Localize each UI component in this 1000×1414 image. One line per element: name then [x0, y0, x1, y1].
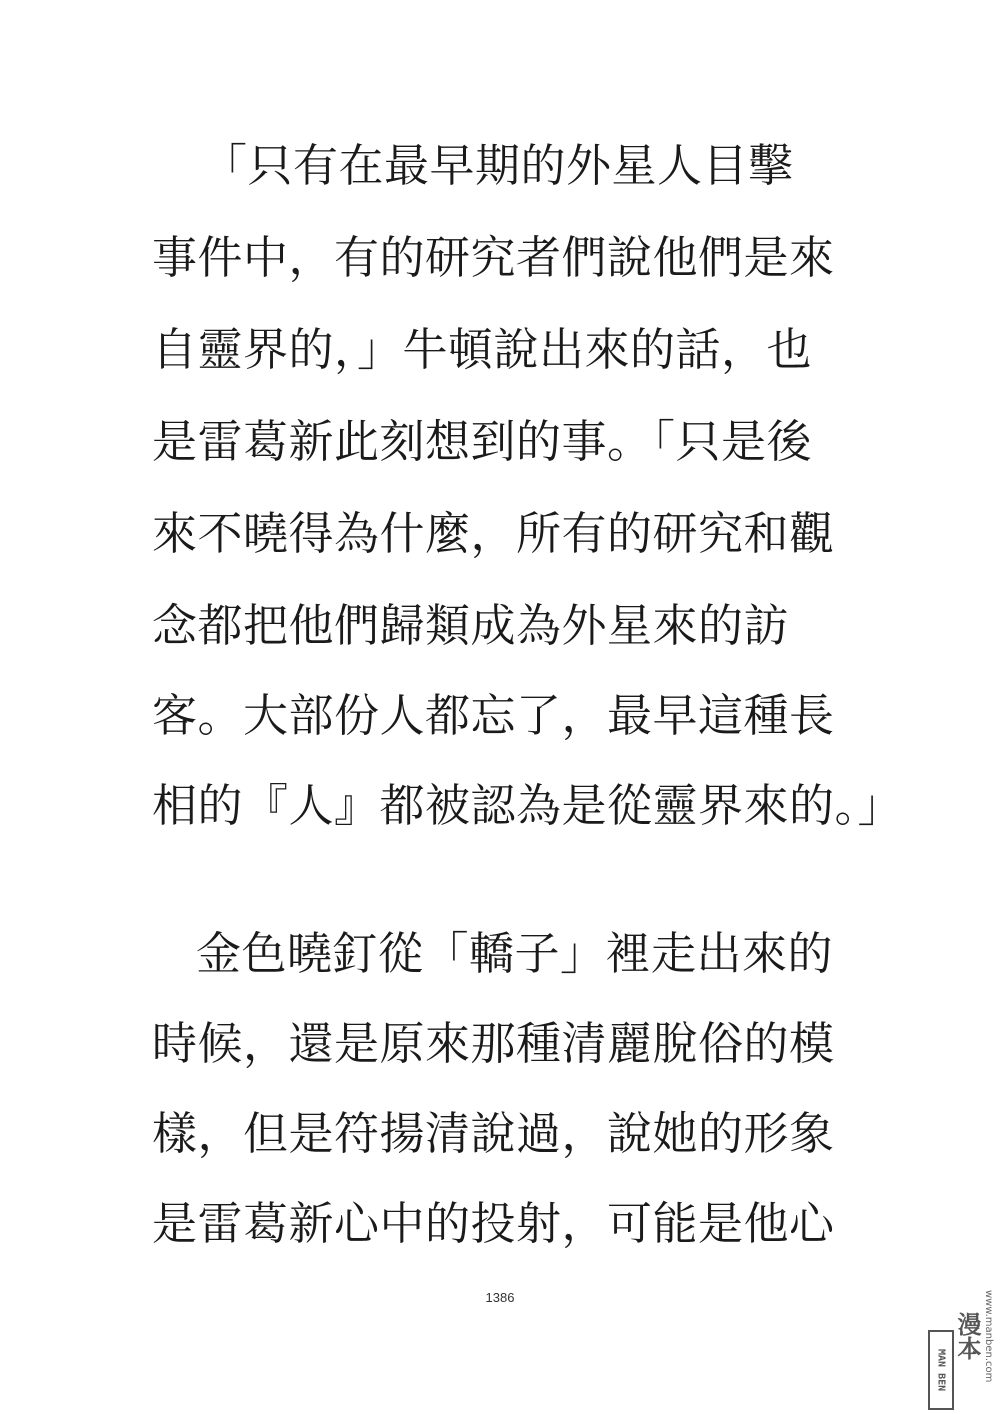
watermark-logo [928, 1262, 994, 1410]
text-line: 是雷葛新心中的投射，可能是他心 [152, 1197, 835, 1250]
text-line: 自靈界的，」牛頓說出來的話，也 [152, 323, 813, 376]
text-line: 來不曉得為什麼，所有的研究和觀 [152, 507, 835, 560]
page-number: 1386 [485, 1290, 515, 1305]
text-line: 時候，還是原來那種清麗脫俗的模 [152, 1017, 835, 1070]
text-line: 「只有在最早期的外星人目擊 [202, 139, 794, 192]
watermark-title: 漫本 [953, 1312, 981, 1360]
watermark-box [928, 1330, 954, 1410]
text-line: 是雷葛新此刻想到的事。「只是後 [152, 415, 813, 468]
text-line: 客。大部份人都忘了，最早這種長 [152, 689, 835, 742]
text-line: 事件中，有的研究者們說他們是來 [152, 231, 835, 284]
text-line: 相的『人』都被認為是從靈界來的。」 [152, 779, 904, 832]
text-line: 金色曉釘從「轎子」裡走出來的 [196, 927, 834, 980]
watermark-box-text: MAN BEN [935, 1348, 947, 1392]
text-line: 念都把他們歸類成為外星來的訪 [152, 599, 790, 652]
watermark-url: www.manben.com [983, 1289, 994, 1383]
text-line: 樣，但是符揚清說過，說她的形象 [152, 1107, 835, 1160]
